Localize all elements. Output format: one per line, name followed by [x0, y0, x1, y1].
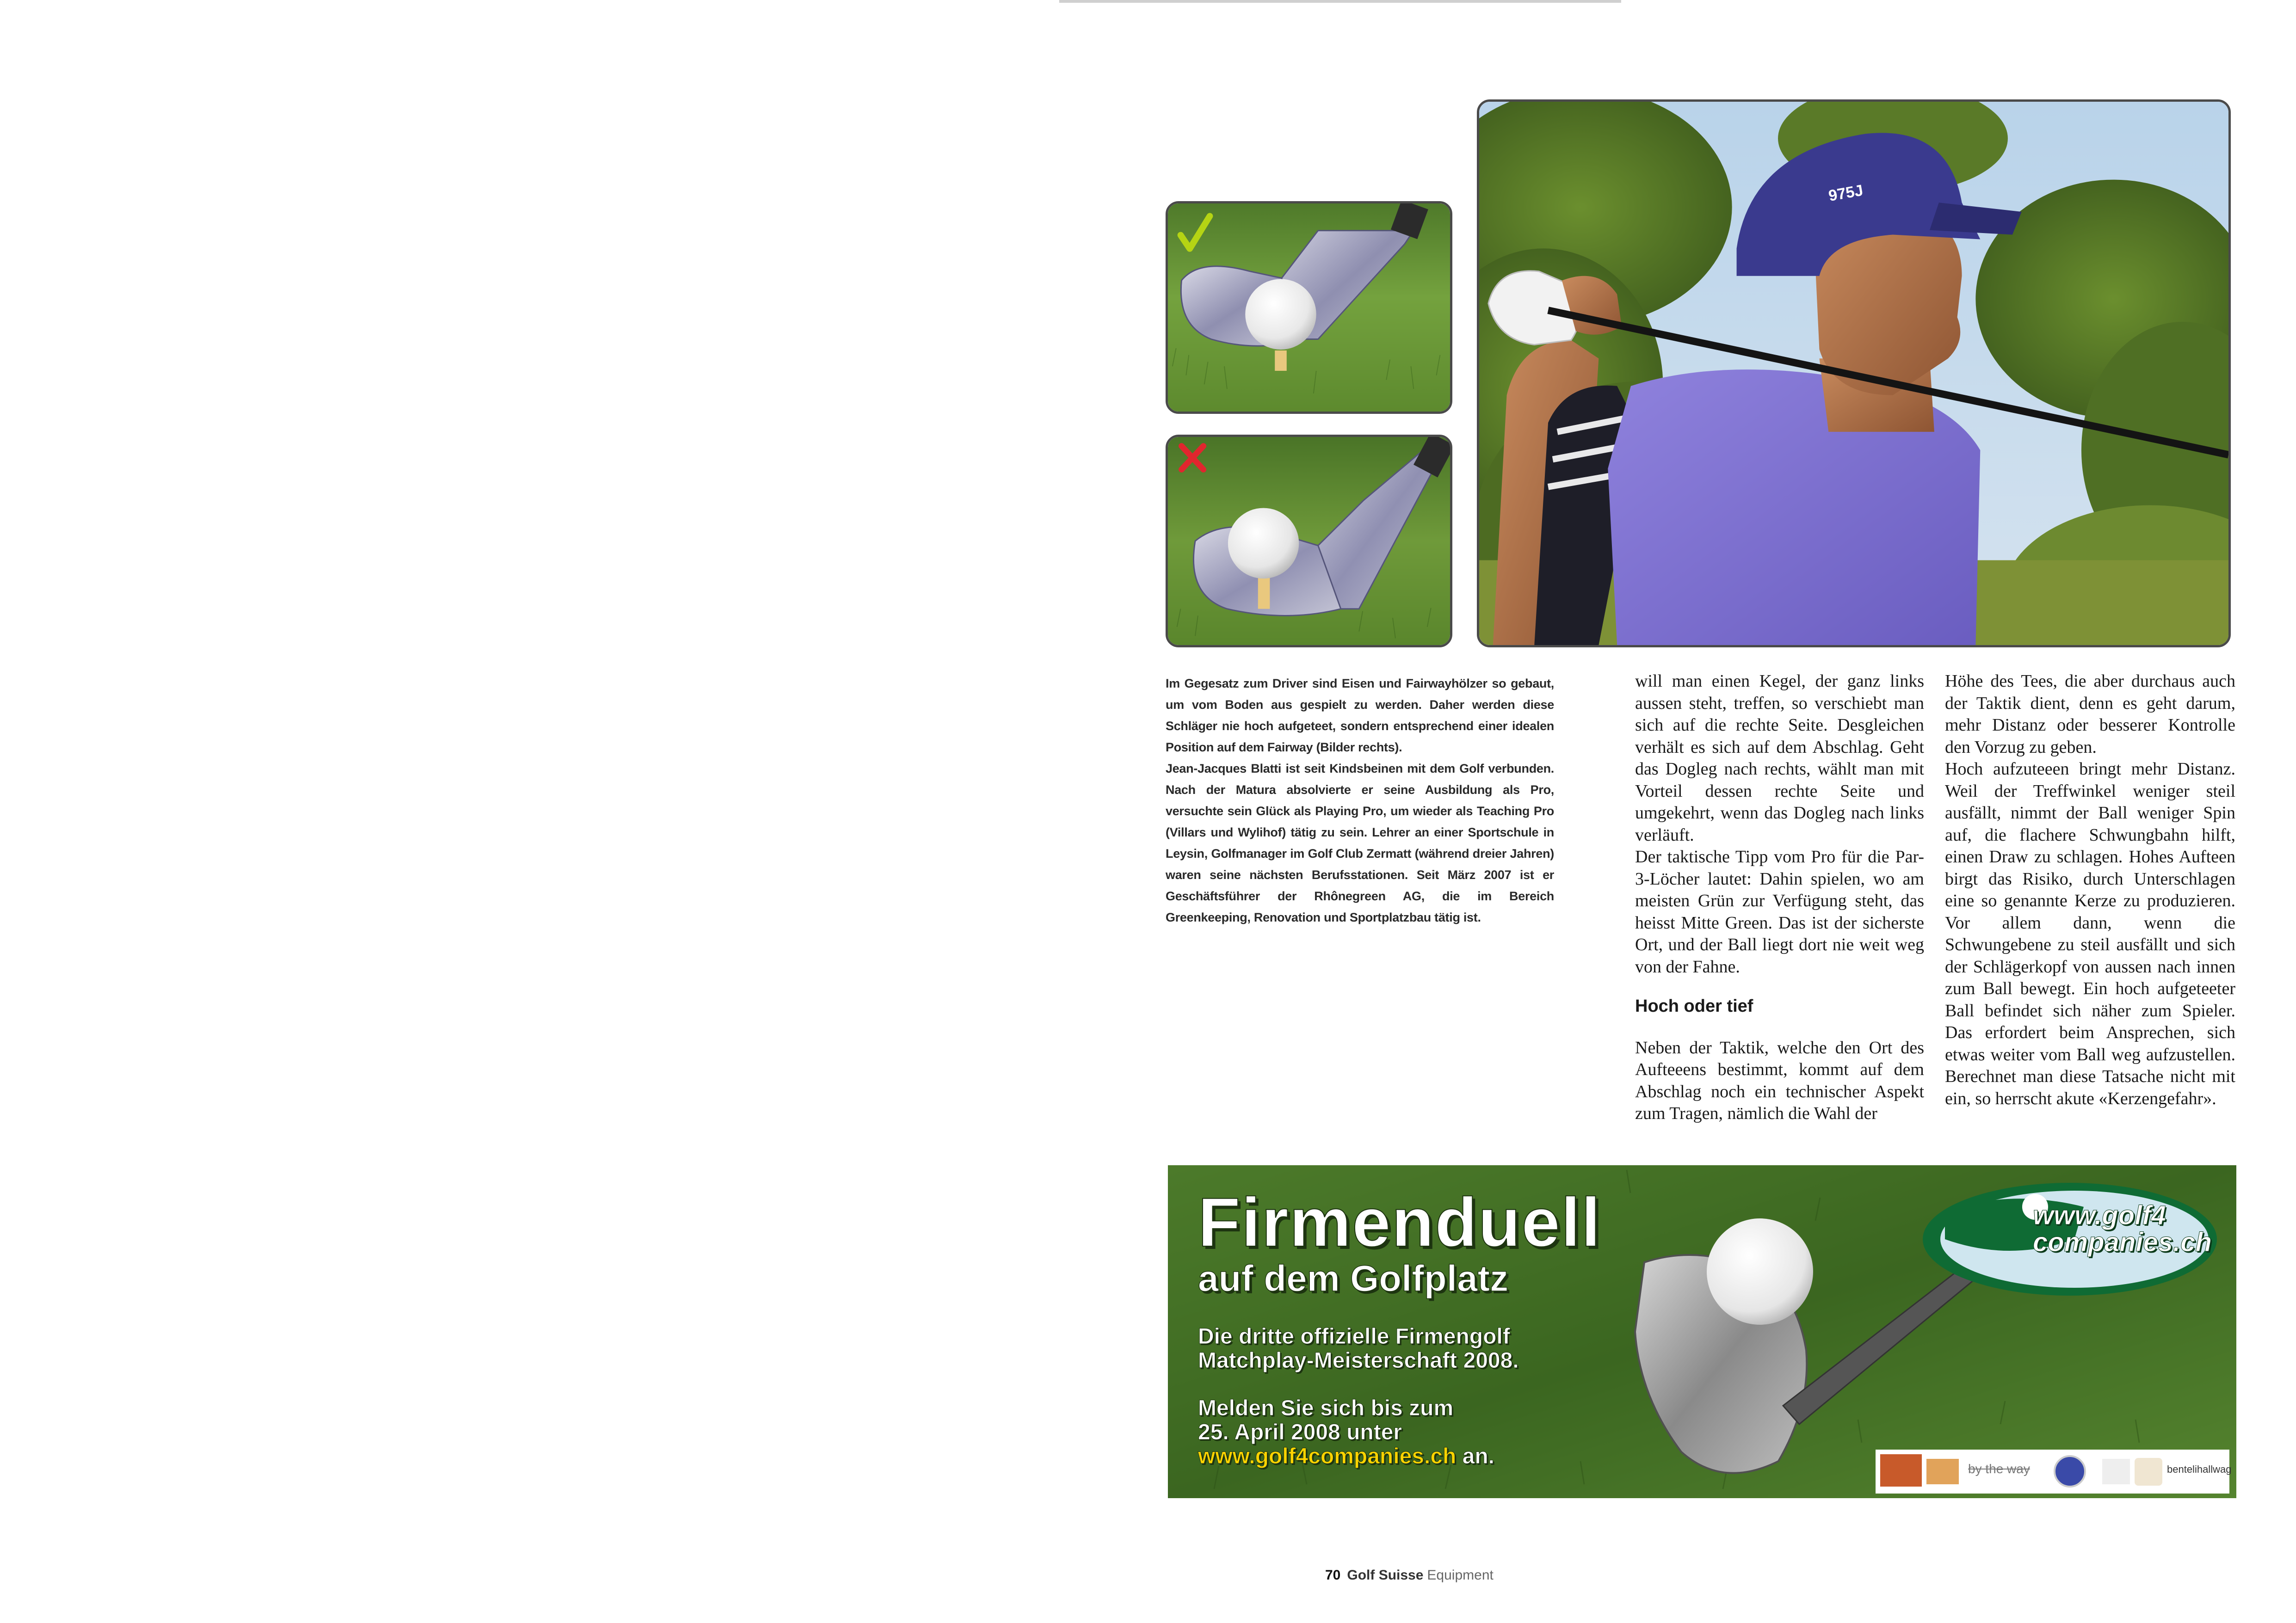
article-paragraph: Der taktische Tipp vom Pro für die Par-3-Löcher lautet: Dahin spielen, wo am meisten Grün zur Verfügung steht, das heisst Mitte Green. Das ist der sicherste Ort, und der Ball liegt dort nie weit weg von der Fahne.: [1635, 847, 1924, 977]
ad-badge-url-line2: companies.ch: [2033, 1227, 2212, 1257]
article-paragraph: will man einen Kegel, der ganz links aussen steht, treffen, so verschiebt man sich auf die rechte Seite. Desgleichen verhält es sich auf dem Abschlag. Geht das Dogleg nach rechts, wählt man mit Vorteil dessen rechte Seite und umgekehrt, wenn das Dogleg nach links verläuft.: [1635, 671, 1924, 845]
ad-text-line: Matchplay-Meisterschaft 2008.: [1198, 1348, 1519, 1373]
article-column-middle: [1635, 670, 1924, 1125]
ad-text-line: Melden Sie sich bis zum: [1198, 1396, 1454, 1420]
ad-url-suffix: an.: [1456, 1444, 1495, 1469]
photo-iron-wrong: [1166, 435, 1452, 647]
sponsor-logo-5: [2135, 1458, 2162, 1486]
author-bio: Jean-Jacques Blatti ist seit Kindsbeinen mit dem Golf verbunden. Nach der Matura absolvierte er seine Ausbildung als Pro, versuchte sein Glück als Playing Pro, um wieder als Teaching Pro (Villars und Wylihof) tätig zu sein. Lehrer an einer Sportschule in Leysin, Golfmanager im Golf Club Zermatt (während dreier Jahren) waren seine nächsten Berufsstationen. Seit März 2007 ist er Geschäftsführer der Rhônegreen AG, die im Bereich Greenkeeping, Renovation und Sportplatzbau tätig ist.: [1166, 762, 1554, 924]
caption-paragraph: Im Gegesatz zum Driver sind Eisen und Fairwayhölzer so gebaut, um vom Boden aus gespielt zu werden. Daher werden diese Schläger nie hoch aufgeteet, sondern entsprechend einer idealen Position auf dem Fairway (Bilder rechts).: [1166, 676, 1554, 754]
article-paragraph: Hoch aufzuteeen bringt mehr Distanz. Weil der Treffwinkel weniger steil ausfällt, nimmt der Ball weniger Spin auf, die flachere Schwungbahn hilft, einen Draw zu schlagen. Hohes Aufteen birgt das Risiko, durch Unterschlagen eine so genannte Kerze zu produzieren. Vor allem dann, wenn die Schwungebene zu steil ausfällt und sich der Schlägerkopf von aussen nach innen zum Ball bewegt. Ein hoch aufgeteeter Ball befindet sich näher zum Spieler. Das erfordert beim Ansprechen, sich etwas weiter vom Ball weg aufzustellen. Berechnet man diese Tatsache nicht mit ein, so herrscht akute «Kerzengefahr».: [1945, 759, 2235, 1108]
photo-iron-correct: [1166, 201, 1452, 414]
article-paragraph: Höhe des Tees, die aber durchaus auch der Taktik dient, denn es geht darum, mehr Distanz oder besserer Kontrolle den Vorzug zu geben.: [1945, 671, 2235, 757]
cap-text: 975J: [1827, 181, 1865, 205]
sponsor-strip: [1876, 1450, 2232, 1494]
article-column-right: [1945, 670, 2235, 1110]
sponsor-by-the-way: by the way: [1968, 1462, 2030, 1476]
page-number: 70: [1325, 1568, 1341, 1583]
sponsor-logo-3: [2054, 1455, 2086, 1488]
top-rule: [1059, 0, 1621, 3]
sponsor-logo-1: [1880, 1454, 1922, 1487]
ad-badge-url: [2033, 1202, 2212, 1256]
page-footer: [1325, 1568, 1494, 1583]
ad-badge-url-line1: www.golf4: [2033, 1200, 2166, 1230]
photo-caption: [1166, 673, 1554, 928]
ad-title: Firmenduell: [1198, 1183, 1602, 1261]
photo-golfer-swing: [1477, 99, 2231, 647]
ad-url-line[interactable]: [1198, 1445, 1494, 1469]
sponsor-logo-4: [2102, 1459, 2130, 1484]
section-name: Equipment: [1427, 1568, 1494, 1583]
ad-subtitle: auf dem Golfplatz: [1198, 1258, 1509, 1299]
sponsor-bentelihallwag: bentelihallwag: [2167, 1463, 2232, 1475]
sponsor-logo-2: [1926, 1459, 1959, 1484]
article-paragraph: Neben der Taktik, welche den Ort des Aufteeens bestimmt, kommt auf dem Abschlag noch ein technischer Aspekt zum Tragen, nämlich die Wahl der: [1635, 1038, 1924, 1123]
advertisement-banner[interactable]: [1168, 1165, 2236, 1498]
section-subheading: Hoch oder tief: [1635, 996, 1753, 1016]
ad-text-line: Die dritte offizielle Firmengolf: [1198, 1324, 1510, 1349]
ad-text-line: 25. April 2008 unter: [1198, 1420, 1402, 1445]
ad-url-link[interactable]: www.golf4companies.ch: [1198, 1444, 1457, 1469]
magazine-name: Golf Suisse: [1347, 1568, 1424, 1583]
